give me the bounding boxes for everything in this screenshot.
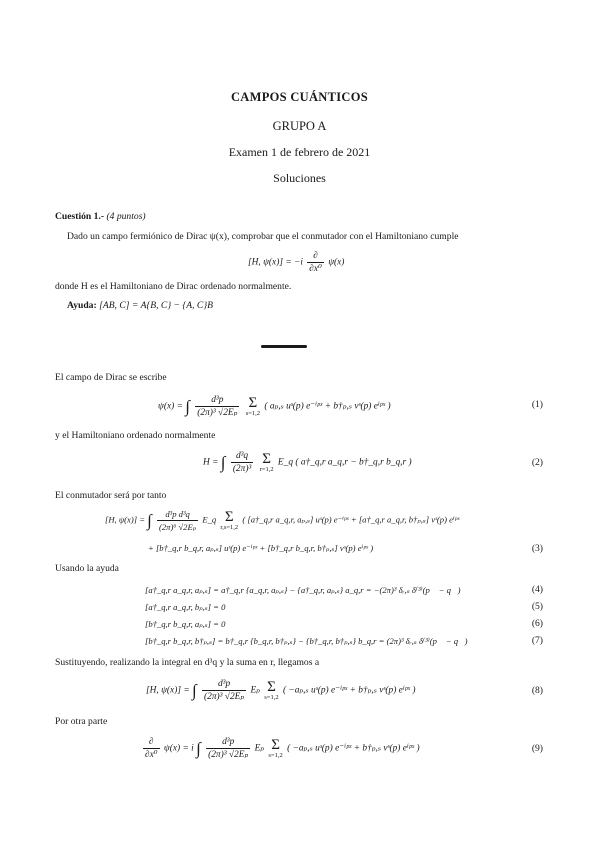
equation-2-number: (2) bbox=[531, 457, 543, 468]
equation-4: [a†_q,r a_q,r, aₚ,ₛ] = a†_q,r {a_q,r, aₚ,ₛ} − {a†_q,r, aₚ,ₛ} a_q,r = −(2π)³ δᵣ,ₛ δ⁽³⁾(p⃗ − q⃗) bbox=[145, 585, 461, 595]
hint bbox=[67, 300, 213, 312]
equation-9: $\frac{\partial}{\text{∂x⁰}}$ ψ(x) = i ∫ $\frac{\text{d³p}}{\text{(2π)³ √2Eₚ}}$ Eₚ Σ s=1,2 ( −aₚ,ₛ uˢ(p) e⁻ⁱᵖˣ + b†ₚ,ₛ vˢ(p) eⁱᵖˣ ) bbox=[145, 737, 420, 760]
solution-para-2: y el Hamiltoniano ordenado normalmente bbox=[55, 430, 216, 441]
page-title: CAMPOS CUÁNTICOS bbox=[230, 90, 369, 104]
equation-2: H = ∫ $\frac{\text{d³q}}{\text{(2π)³}}$ Σ r=1,2 E_q ( a†_q,r a_q,r − b†_q,r b_q,r ) bbox=[203, 451, 412, 474]
equation-6: [b†_q,r b_q,r, aₚ,ₛ] = 0 bbox=[145, 619, 226, 629]
equation-7: [b†_q,r b_q,r, b†ₚ,ₛ] = b†_q,r {b_q,r, b†ₚ,ₛ} − {b†_q,r, b†ₚ,ₛ} b_q,r = (2π)³ δᵣ,ₛ δ⁽³⁾(p⃗ − q⃗) bbox=[145, 636, 468, 646]
equation-7-number: (7) bbox=[531, 635, 543, 646]
separator-bar bbox=[261, 345, 307, 348]
equation-6-number: (6) bbox=[531, 618, 543, 629]
equation-1: ψ(x) = ∫ $\frac{\text{d³p}}{\text{(2π)³ √2Eₚ}}$ Σ s=1,2 ( aₚ,ₛ uˢ(p) e⁻ⁱᵖˣ + b†ₚ,ₛ vˢ(p) eⁱᵖˣ ) bbox=[158, 395, 391, 418]
equation-8-number: (8) bbox=[531, 685, 543, 696]
group-label: GRUPO A bbox=[272, 119, 327, 133]
hint-text: [AB, C] = A{B, C} − {A, C}B bbox=[99, 300, 214, 311]
solution-para-6: Por otra parte bbox=[55, 716, 108, 727]
solution-para-1: El campo de Dirac se escribe bbox=[55, 372, 167, 383]
equation-3-line-1: [H, ψ(x)] = ∫ $\frac{\text{d³p d³q}}{\text{(2π)⁶ √2Eₚ}}$ E_q Σ r,s=1,2 ( [a†_q,r a_q,r, aₚ,ₛ] uˢ(p) e⁻ⁱᵖˣ + [a†_q,r a_q,r, b†ₚ,ₛ] vˢ(p) eⁱᵖˣ bbox=[105, 509, 460, 532]
question-label: Cuestión 1.- bbox=[55, 211, 105, 222]
hint-label: Ayuda: bbox=[67, 300, 97, 311]
solution-para-3: El conmutador será por tanto bbox=[55, 490, 167, 501]
question-statement: Dado un campo fermiónico de Dirac ψ(x), comprobar que el conmutador con el Hamiltoniano cumple bbox=[67, 231, 459, 242]
equation-3-number: (3) bbox=[531, 543, 543, 554]
equation-8: [H, ψ(x)] = ∫ $\frac{\text{d³p}}{\text{(2π)³ √2Eₚ}}$ Eₚ Σ s=1,2 ( −aₚ,ₛ uˢ(p) e⁻ⁱᵖˣ + b†ₚ,ₛ vˢ(p) eⁱᵖˣ ) bbox=[146, 679, 416, 702]
equation-3-line-2: + [b†_q,r b_q,r, aₚ,ₛ] uˢ(p) e⁻ⁱᵖˣ + [b†_q,r b_q,r, b†ₚ,ₛ] vˢ(p) eⁱᵖˣ ) bbox=[148, 543, 374, 553]
question-points: (4 puntos) bbox=[106, 211, 146, 222]
solution-para-5: Sustituyendo, realizando la integral en d³q y la suma en r, llegamos a bbox=[55, 657, 320, 668]
question-equation: [H, ψ(x)] = −i $\frac{\partial}{\text{∂x⁰}}$ ψ(x) bbox=[248, 251, 345, 274]
question-where: donde H es el Hamiltoniano de Dirac ordenado normalmente. bbox=[55, 281, 292, 292]
equation-5-number: (5) bbox=[531, 601, 543, 612]
equation-4-number: (4) bbox=[531, 584, 543, 595]
exam-date: Examen 1 de febrero de 2021 bbox=[228, 145, 371, 159]
equation-9-number: (9) bbox=[531, 743, 543, 754]
equation-5: [a†_q,r a_q,r, bₚ,ₛ] = 0 bbox=[145, 602, 226, 612]
solution-para-4: Usando la ayuda bbox=[55, 563, 119, 574]
question-heading bbox=[55, 211, 146, 223]
solutions-label: Soluciones bbox=[273, 171, 326, 185]
equation-1-number: (1) bbox=[531, 399, 543, 410]
